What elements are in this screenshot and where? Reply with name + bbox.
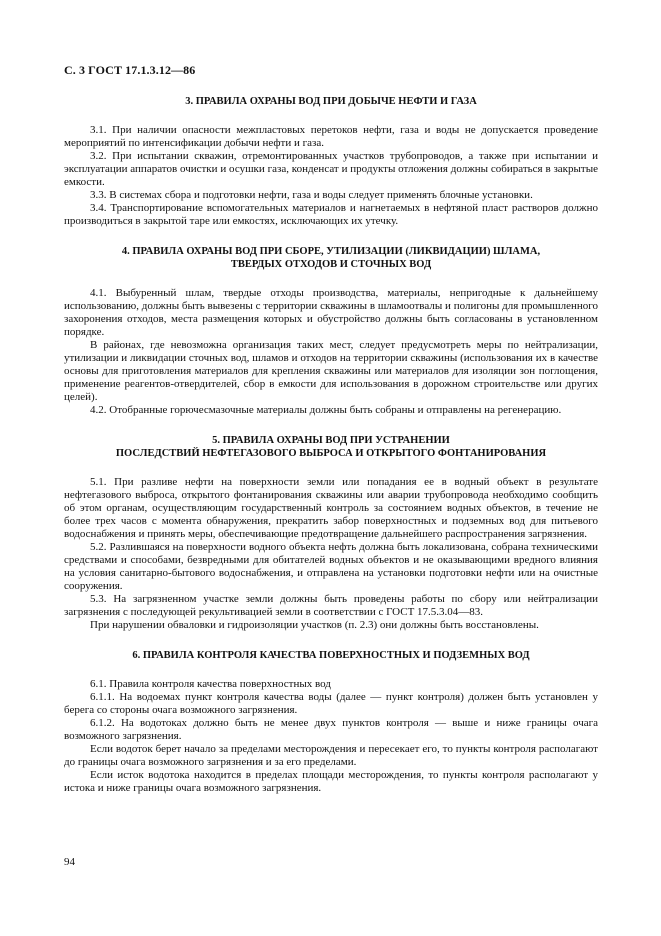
paragraph: 5.1. При разливе нефти на поверхности земли или попадания ее в водный объект в результате нефтегазового выброса, открытого фонтанирования скважины или аварии трубопровода необходимо сообщить об этом органам, осуществляющим государственный контроль за состоянием водных объектов, в течение не более трех часов с момента обнаружения, прекратить забор поверхностных и подземных вод для питьевого водоснабжения и принять меры, обеспечивающие предотвращение дальнейшего распространения загрязнения. [64,476,598,540]
paragraph: Если водоток берет начало за пределами месторождения и пересекает его, то пункты контроля располагают до границы очага возможного загрязнения и за его пределами. [64,743,598,768]
section-title: 5. ПРАВИЛА ОХРАНЫ ВОД ПРИ УСТРАНЕНИИ ПОСЛЕДСТВИЙ НЕФТЕГАЗОВОГО ВЫБРОСА И ОТКРЫТОГО ФОНТАНИРОВАНИЯ [115,435,547,459]
paragraph: 6.1. Правила контроля качества поверхностных вод [90,678,331,690]
paragraph: 6.1.1. На водоемах пункт контроля качества воды (далее — пункт контроля) должен быть установлен у берега со стороны очага возможного загрязнения. [64,691,598,716]
page-header: С. 3 ГОСТ 17.1.3.12—86 [64,63,196,77]
document-body [64,95,598,812]
paragraph: 5.2. Разлившаяся на поверхности водного объекта нефть должна быть локализована, собрана техническими средствами и способами, безвредными для обитателей водных объектов и не оказывающими вредного влияния на условия санитарно-бытового водоснабжения, и отправлена на установки подготовки нефти или на очистные сооружения. [64,541,598,592]
paragraph: При нарушении обваловки и гидроизоляции участков (п. 2.3) они должны быть восстановлены. [90,619,539,631]
section-5 [64,434,598,632]
section-3 [64,95,598,228]
section-title: 6. ПРАВИЛА КОНТРОЛЯ КАЧЕСТВА ПОВЕРХНОСТНЫХ И ПОДЗЕМНЫХ ВОД [132,650,530,661]
paragraph: 6.1.2. На водотоках должно быть не менее двух пунктов контроля — выше и ниже границы очага возможного загрязнения. [64,717,598,742]
section-title: 3. ПРАВИЛА ОХРАНЫ ВОД ПРИ ДОБЫЧЕ НЕФТИ И ГАЗА [185,96,477,107]
paragraph: Если исток водотока находится в пределах площади месторождения, то пункты контроля располагают у истока и ниже границы очага возможного загрязнения. [64,769,598,794]
section-title: 4. ПРАВИЛА ОХРАНЫ ВОД ПРИ СБОРЕ, УТИЛИЗАЦИИ (ЛИКВИДАЦИИ) ШЛАМА, ТВЕРДЫХ ОТХОДОВ И СТОЧНЫХ ВОД [121,246,541,270]
paragraph: В районах, где невозможна организация таких мест, следует предусмотреть меры по нейтрализации, утилизации и ликвидации сточных вод, шламов и отходов на территории скважины (использования их в качестве основы для приготовления материалов для крепления скважины или материалов для изоляции зон поглощения, применение реагентов-отвердителей, сбор в емкости для использования в дорожном строительстве или других целей). [64,339,598,403]
paragraph: 3.2. При испытании скважин, отремонтированных участков трубопроводов, а также при испытании и эксплуатации аппаратов очистки и осушки газа, конденсат и продукты отложения должны собираться в закрытые емкости. [64,150,598,188]
paragraph: 5.3. На загрязненном участке земли должны быть проведены работы по сбору или нейтрализации загрязнения с последующей рекультивацией земли в соответствии с ГОСТ 17.5.3.04—83. [64,593,598,618]
paragraph: 3.3. В системах сбора и подготовки нефти, газа и воды следует применять блочные установки. [90,189,533,201]
paragraph: 4.1. Выбуренный шлам, твердые отходы производства, материалы, непригодные к дальнейшему использованию, должны быть вывезены с территории скважины в шламоотвалы и полигоны для промышленного захоронения отходов, места размещения которых и обустройство должны быть согласованы в установленном порядке. [64,287,598,338]
paragraph: 4.2. Отобранные горючесмазочные материалы должны быть собраны и отправлены на регенерацию. [90,404,562,416]
paragraph: 3.4. Транспортирование вспомогательных материалов и нагнетаемых в нефтяной пласт растворов должно производиться в закрытой таре или емкостях, исключающих их утечку. [64,202,598,227]
section-4 [64,245,598,417]
paragraph: 3.1. При наличии опасности межпластовых перетоков нефти, газа и воды не допускается проведение мероприятий по интенсификации добычи нефти и газа. [64,124,598,149]
section-6 [64,649,598,795]
page-number: 94 [64,856,75,868]
